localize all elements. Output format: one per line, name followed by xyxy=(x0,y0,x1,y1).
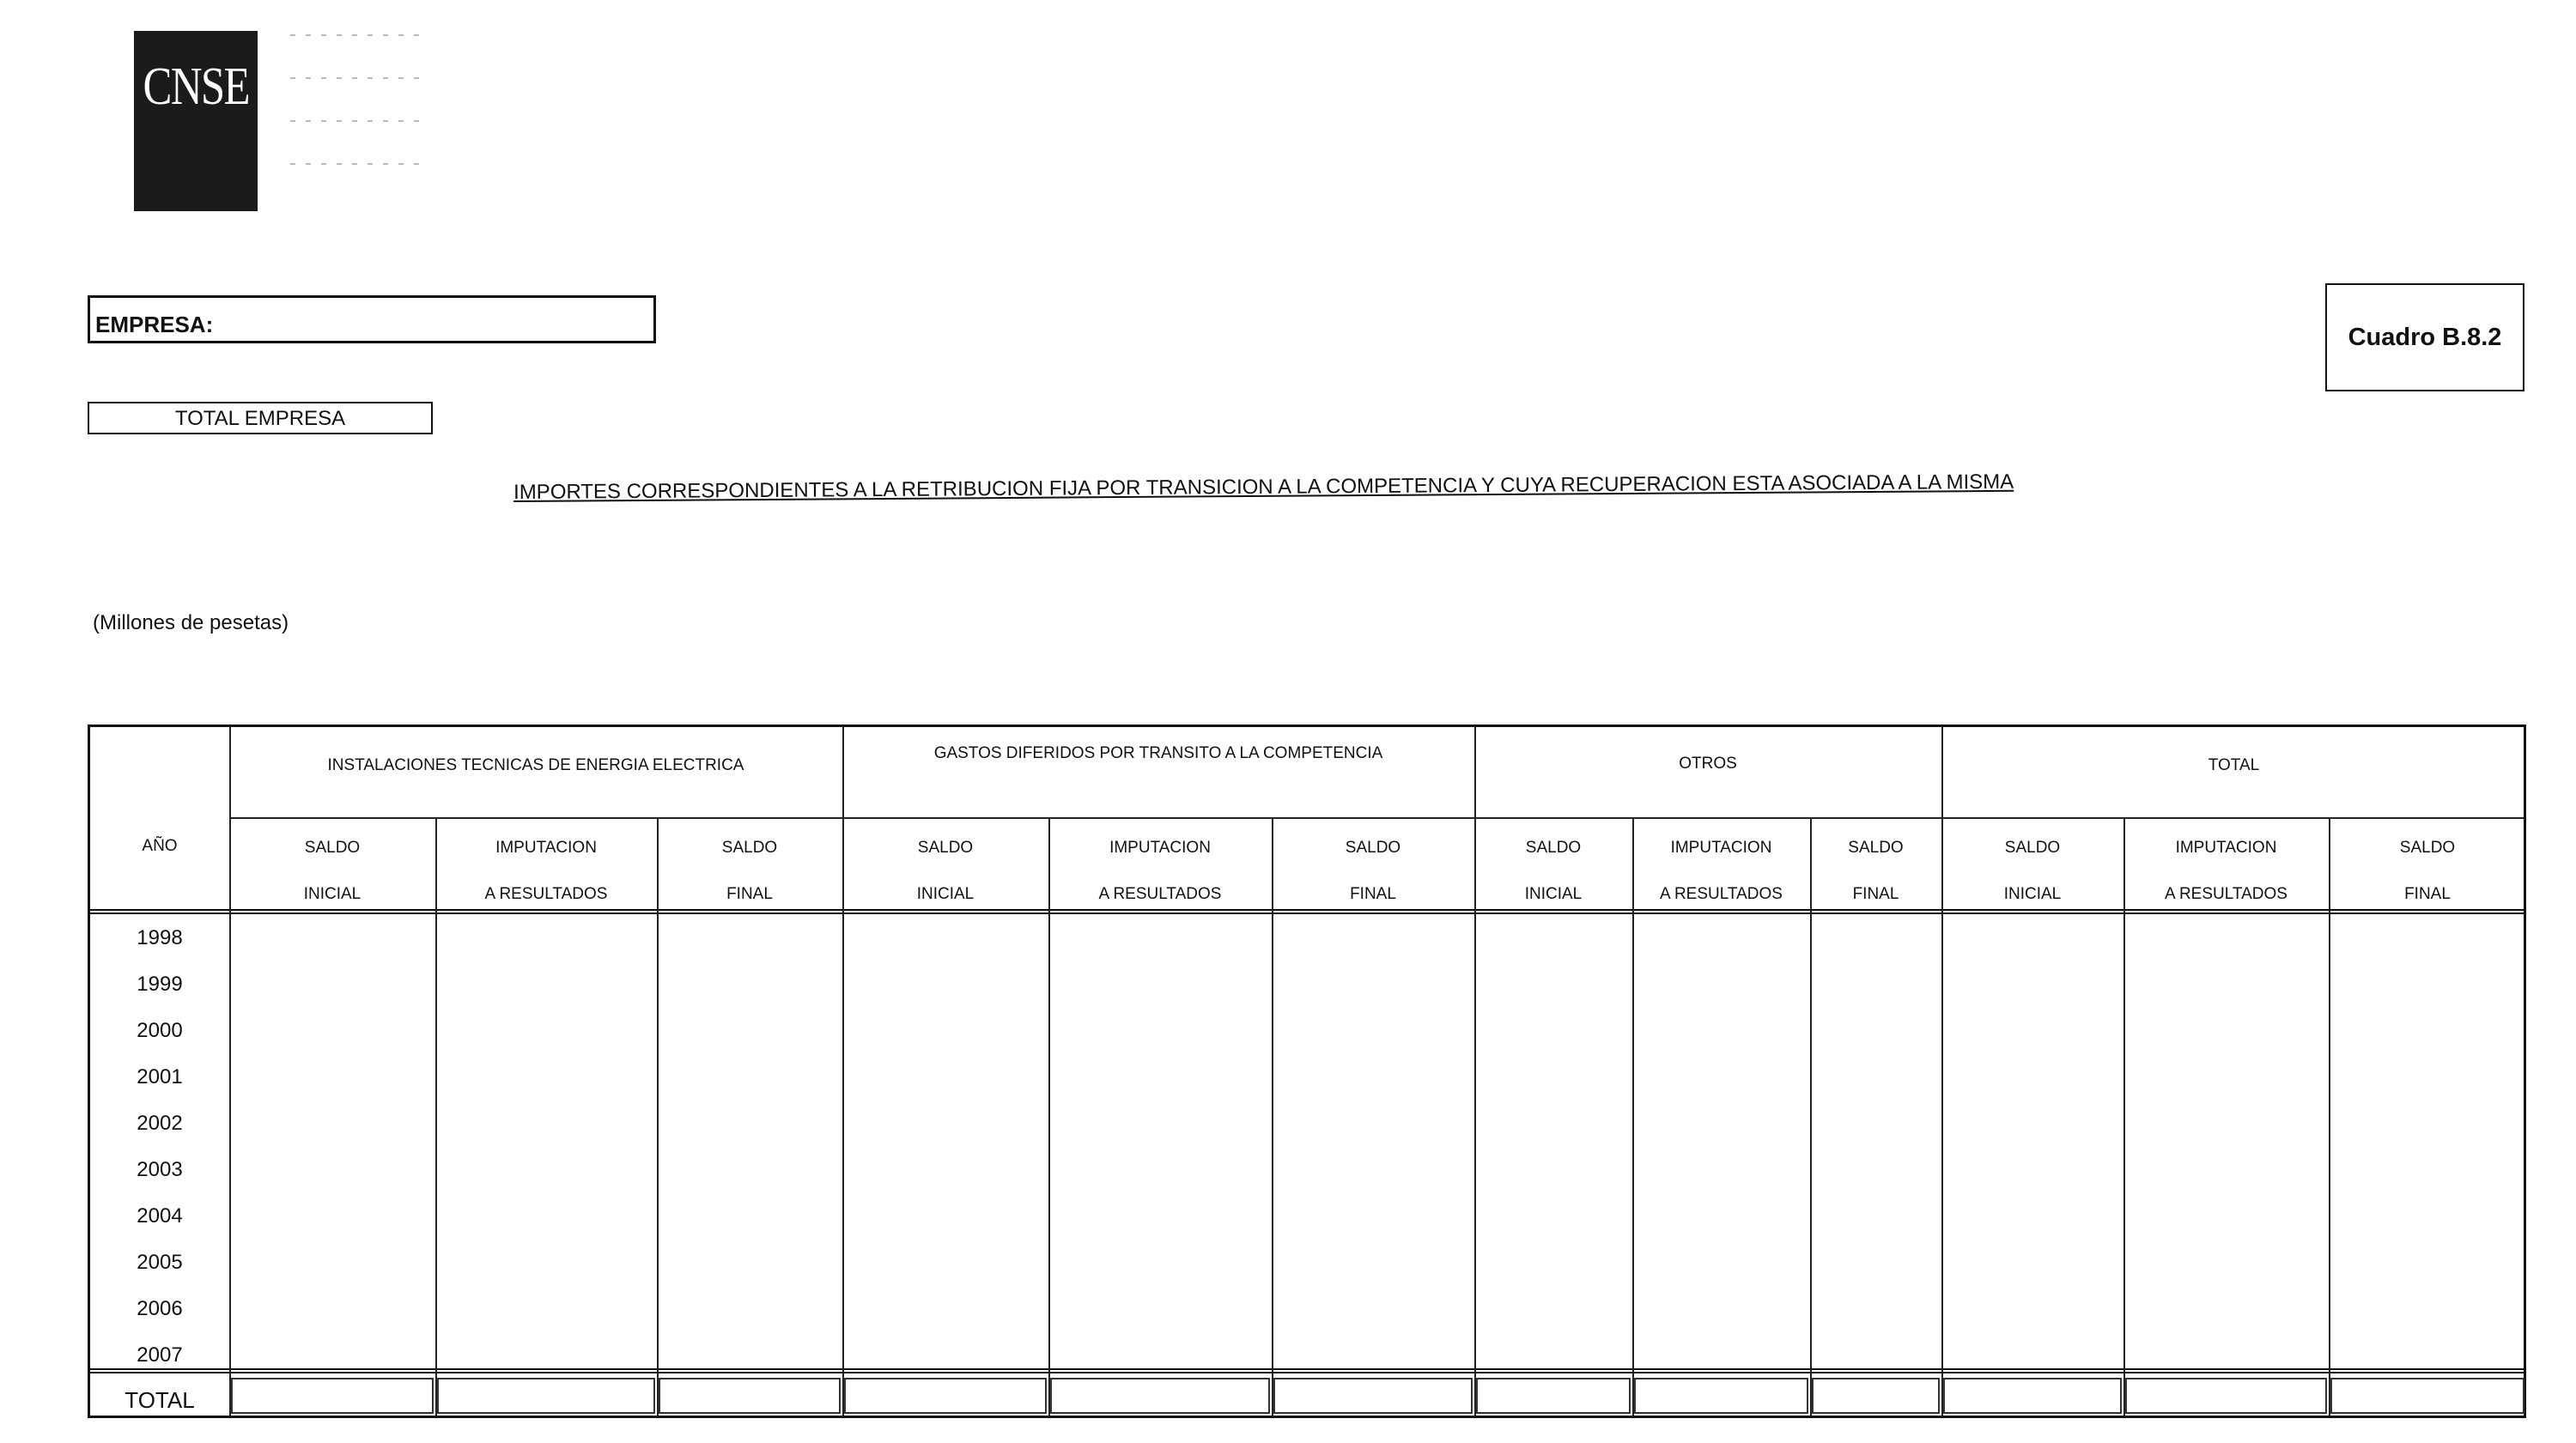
group-header-instalaciones: INSTALACIONES TECNICAS DE ENERGIA ELECTRICA xyxy=(327,756,744,774)
total-cell-instalaciones-imputacion[interactable] xyxy=(437,1378,655,1414)
total-separator xyxy=(90,1368,2524,1373)
year-row-label: 2007 xyxy=(137,1343,183,1367)
total-cell-total-saldo-inicial[interactable] xyxy=(1943,1378,2122,1414)
year-row-label: 2006 xyxy=(137,1297,183,1320)
column-divider xyxy=(1272,817,1273,1416)
subheader-otros-saldo-inicial: SALDO xyxy=(1525,839,1582,857)
column-divider xyxy=(657,817,659,1416)
total-cell-gastos-saldo-inicial[interactable] xyxy=(844,1378,1047,1414)
subheader-total-imputacion: IMPUTACION xyxy=(2175,839,2277,857)
column-divider xyxy=(1048,817,1050,1416)
total-cell-instalaciones-saldo-final[interactable] xyxy=(659,1378,841,1414)
column-divider xyxy=(2329,817,2330,1416)
total-cell-instalaciones-saldo-inicial[interactable] xyxy=(231,1378,434,1414)
year-row-label: 2002 xyxy=(137,1112,183,1135)
subheader-otros-saldo-final: SALDO xyxy=(1848,839,1904,857)
column-divider xyxy=(1810,817,1812,1416)
subheader-instalaciones-imputacion: A RESULTADOS xyxy=(484,885,608,903)
subheader-gastos-saldo-inicial: SALDO xyxy=(917,839,974,857)
year-row-label: 2001 xyxy=(137,1065,183,1088)
total-cell-gastos-imputacion[interactable] xyxy=(1050,1378,1270,1414)
total-row-label: TOTAL xyxy=(125,1387,195,1413)
group-header-total: TOTAL xyxy=(2208,756,2260,774)
page-title: IMPORTES CORRESPONDIENTES A LA RETRIBUCION FIJA POR TRANSICION A LA COMPETENCIA Y CUYA RECUPERACION ESTA ASOCIADA A LA MISMA xyxy=(513,470,2014,504)
column-divider xyxy=(1941,727,1943,1416)
total-cell-gastos-saldo-final[interactable] xyxy=(1273,1378,1473,1414)
subheader-total-saldo-inicial: INICIAL xyxy=(2003,885,2062,903)
total-cell-otros-imputacion[interactable] xyxy=(1634,1378,1808,1414)
total-cell-total-imputacion[interactable] xyxy=(2125,1378,2327,1414)
year-row-label: 1998 xyxy=(137,926,183,949)
total-cell-total-saldo-final[interactable] xyxy=(2330,1378,2524,1414)
subheader-otros-imputacion: A RESULTADOS xyxy=(1660,885,1783,903)
subheader-total-saldo-final: SALDO xyxy=(2399,839,2456,857)
subheader-gastos-saldo-inicial: INICIAL xyxy=(916,885,975,903)
subheader-instalaciones-saldo-inicial: INICIAL xyxy=(303,885,361,903)
year-row-label: 1999 xyxy=(137,973,183,996)
subheader-instalaciones-saldo-final: SALDO xyxy=(721,839,778,857)
column-divider xyxy=(435,817,437,1416)
year-header: AÑO xyxy=(142,837,178,855)
column-divider xyxy=(2123,817,2125,1416)
subheader-otros-saldo-final: FINAL xyxy=(1852,885,1899,903)
cnse-logo: CNSE xyxy=(134,31,258,211)
empresa-field[interactable]: EMPRESA: xyxy=(88,295,656,343)
units-label: (Millones de pesetas) xyxy=(93,611,289,634)
subheader-gastos-saldo-final: FINAL xyxy=(1350,885,1396,903)
total-empresa-box: TOTAL EMPRESA xyxy=(88,402,433,434)
subheader-total-saldo-final: FINAL xyxy=(2404,885,2451,903)
subheader-otros-imputacion: IMPUTACION xyxy=(1670,839,1772,857)
year-row-label: 2000 xyxy=(137,1019,183,1042)
column-divider xyxy=(1474,727,1476,1416)
year-row-label: 2003 xyxy=(137,1158,183,1181)
column-divider xyxy=(1632,817,1634,1416)
subheader-gastos-imputacion: A RESULTADOS xyxy=(1098,885,1222,903)
group-header-gastos: GASTOS DIFERIDOS POR TRANSITO A LA COMPETENCIA xyxy=(933,744,1383,762)
year-row-label: 2005 xyxy=(137,1251,183,1274)
logo-subtitle-lines xyxy=(290,34,428,215)
group-header-line xyxy=(229,817,2524,819)
total-cell-otros-saldo-inicial[interactable] xyxy=(1476,1378,1631,1414)
header-separator xyxy=(90,909,2524,914)
year-row-label: 2004 xyxy=(137,1204,183,1228)
subheader-instalaciones-imputacion: IMPUTACION xyxy=(495,839,597,857)
group-header-otros: OTROS xyxy=(1679,755,1737,773)
column-divider xyxy=(842,727,844,1416)
subheader-total-imputacion: A RESULTADOS xyxy=(2165,885,2287,903)
data-table xyxy=(88,725,2526,1418)
subheader-otros-saldo-inicial: INICIAL xyxy=(1524,885,1583,903)
subheader-total-saldo-inicial: SALDO xyxy=(2004,839,2061,857)
cuadro-label: Cuadro B.8.2 xyxy=(2325,283,2524,391)
subheader-gastos-imputacion: IMPUTACION xyxy=(1109,839,1211,857)
subheader-instalaciones-saldo-inicial: SALDO xyxy=(304,839,361,857)
subheader-instalaciones-saldo-final: FINAL xyxy=(726,885,773,903)
total-cell-otros-saldo-final[interactable] xyxy=(1812,1378,1940,1414)
column-divider xyxy=(229,727,231,1416)
subheader-gastos-saldo-final: SALDO xyxy=(1345,839,1401,857)
